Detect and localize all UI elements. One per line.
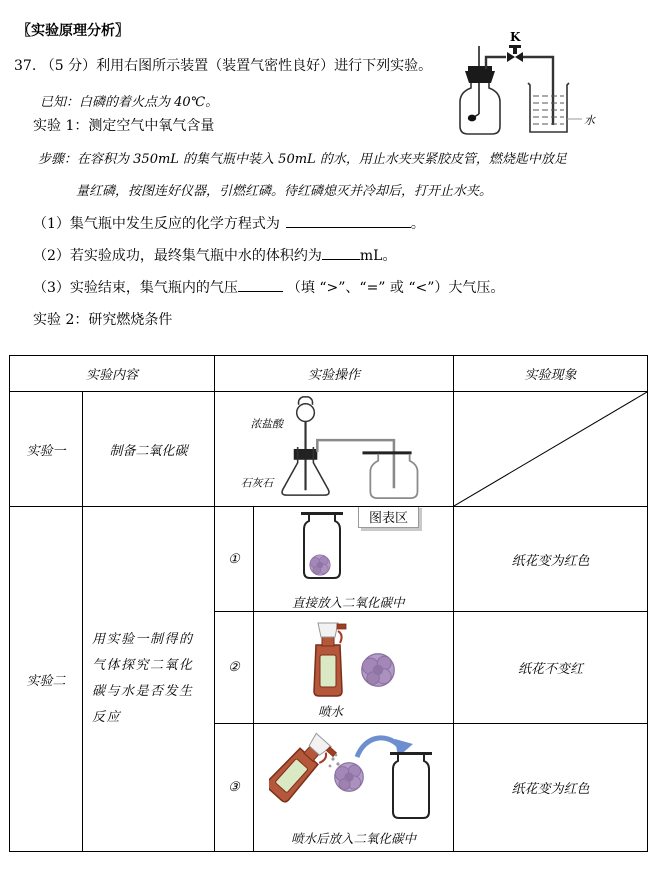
answer-blank-3 <box>238 278 283 292</box>
sub2-operation <box>254 612 454 724</box>
known-condition: 已知：白磷的着火点为 40℃。 <box>40 95 219 110</box>
sub2-phenomenon: 纸花不变红 <box>454 612 648 724</box>
rubber-tube <box>523 57 553 125</box>
experiment2-name: 实验二 <box>10 507 83 852</box>
row-sub1 <box>10 507 648 612</box>
sub-question-1 <box>33 213 425 233</box>
sub1-caption: 直接放入二氧化碳中 <box>292 595 405 610</box>
spray-into-jar-figure <box>269 729 439 827</box>
q2-unit: mL。 <box>359 248 397 264</box>
sub3-caption: 喷水后放入二氧化碳中 <box>290 830 416 846</box>
sub-question-2 <box>33 245 396 265</box>
jar-with-flower-figure <box>292 507 354 587</box>
chart-area-tooltip: 图表区 <box>358 507 419 529</box>
acid-label: 浓盐酸 <box>250 417 283 431</box>
experiment2-title: 实验 2：研究燃烧条件 <box>33 312 173 328</box>
gas-collecting-bottle <box>460 83 500 134</box>
burning-spoon-cup <box>468 115 476 122</box>
oxygen-apparatus-figure <box>450 28 655 142</box>
steps-line2: 量红磷，按图连好仪器，引燃红磷。待红磷熄灭并冷却后，打开止水夹。 <box>76 184 493 199</box>
beaker <box>528 83 569 132</box>
experiment1-name: 实验一 <box>10 392 83 507</box>
question-number: 37. <box>14 58 37 74</box>
row-experiment1 <box>10 392 648 507</box>
valve-label: K <box>510 30 521 44</box>
co2-preparation-figure <box>227 392 442 502</box>
experiment1-title: 实验 1：测定空气中氧气含量 <box>33 118 215 134</box>
thistle-funnel <box>296 404 314 422</box>
q3-text: （3）实验结束，集气瓶内的气压 <box>33 280 238 296</box>
sub2-number: ② <box>215 612 254 724</box>
sub2-caption: 喷水 <box>317 703 343 719</box>
limestone-label: 石灰石 <box>240 476 273 490</box>
header-content: 实验内容 <box>10 356 215 392</box>
section-title: 〖实验原理分析〗 <box>17 23 129 39</box>
sub-question-3 <box>33 277 504 297</box>
diagonal-line <box>454 392 647 506</box>
sub3-phenomenon: 纸花变为红色 <box>454 724 648 852</box>
header-phenomenon: 实验现象 <box>454 356 648 392</box>
steps-text-1: 在容积为 350mL 的集气瓶中装入 50mL 的水，用止水夹夹紧胶皮管，燃烧匙中放足 <box>77 152 567 167</box>
experiment1-operation <box>215 392 454 507</box>
q2-text: （2）若实验成功，最终集气瓶中水的体积约为 <box>33 248 322 264</box>
sub1-phenomenon: 纸花变为红色 <box>454 507 648 612</box>
q1-period: 。 <box>410 216 425 232</box>
answer-blank-1 <box>286 214 411 228</box>
sub3-operation <box>254 724 454 852</box>
header-operation: 实验操作 <box>215 356 454 392</box>
delivery-tube <box>317 440 394 488</box>
question-37-intro <box>14 55 432 75</box>
table-header-row <box>10 356 648 392</box>
water-lines <box>533 96 564 124</box>
experiment1-phenomenon-blank <box>454 392 648 507</box>
sub1-operation <box>254 507 454 612</box>
water-label: 水 <box>584 114 595 127</box>
answer-blank-2 <box>322 246 360 260</box>
q3-options: （填 “>”、“=” 或 “<”）大气压。 <box>286 280 505 296</box>
sub1-number: ① <box>215 507 254 612</box>
question-intro-text: （5 分）利用右图所示装置（装置气密性良好）进行下列实验。 <box>40 58 433 74</box>
experiment1-content: 制备二氧化碳 <box>83 392 215 507</box>
spray-and-flower-figure <box>298 616 410 700</box>
steps-label: 步骤： <box>38 152 78 167</box>
sub3-number: ③ <box>215 724 254 852</box>
experiment2-content: 用实验一制得的气体探究二氧化碳与水是否发生反应 <box>83 507 215 852</box>
q1-text: （1）集气瓶中发生反应的化学方程式为 <box>33 216 280 232</box>
rubber-stopper <box>465 71 495 83</box>
steps-line1 <box>38 148 567 167</box>
experiment-table <box>9 355 648 852</box>
